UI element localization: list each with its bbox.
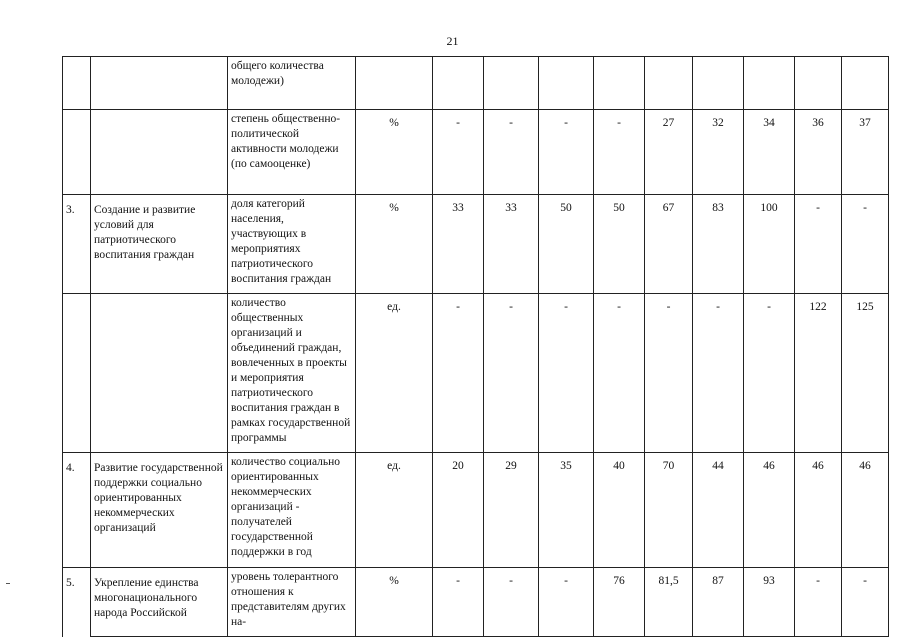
- table-body: [63, 57, 889, 637]
- value-cell: [594, 57, 645, 110]
- task-cell: Создание и развитие условий для патриотического воспитания граждан: [91, 195, 228, 294]
- value-cell: 36: [795, 110, 842, 195]
- indicator-cell: доля категорий населения, участвующих в мероприятиях патриотического воспитания граждан: [228, 195, 356, 294]
- value-cell: -: [693, 294, 744, 453]
- unit-cell: ед.: [356, 453, 433, 568]
- value-cell: -: [539, 110, 594, 195]
- margin-mark: [6, 583, 10, 584]
- value-cell: -: [539, 294, 594, 453]
- unit-cell: ед.: [356, 294, 433, 453]
- value-cell: 44: [693, 453, 744, 568]
- unit-cell: %: [356, 110, 433, 195]
- value-cell: -: [594, 110, 645, 195]
- task-cell: Укрепление единства многонационального народа Российской: [91, 568, 228, 637]
- value-cell: -: [433, 294, 484, 453]
- unit-cell: %: [356, 568, 433, 637]
- value-cell: 32: [693, 110, 744, 195]
- indicator-cell: общего количества молодежи): [228, 57, 356, 110]
- value-cell: 81,5: [645, 568, 693, 637]
- value-cell: 33: [433, 195, 484, 294]
- value-cell: 50: [594, 195, 645, 294]
- value-cell: 87: [693, 568, 744, 637]
- value-cell: -: [484, 294, 539, 453]
- value-cell: 83: [693, 195, 744, 294]
- value-cell: [842, 57, 889, 110]
- value-cell: 67: [645, 195, 693, 294]
- value-cell: -: [744, 294, 795, 453]
- indicators-table: [62, 56, 889, 637]
- value-cell: 76: [594, 568, 645, 637]
- table-row: [63, 110, 889, 195]
- value-cell: 93: [744, 568, 795, 637]
- value-cell: 29: [484, 453, 539, 568]
- page-number: 21: [446, 34, 459, 48]
- task-cell: [91, 110, 228, 195]
- value-cell: 35: [539, 453, 594, 568]
- value-cell: 33: [484, 195, 539, 294]
- row-number-cell: 3.: [63, 195, 91, 294]
- value-cell: 37: [842, 110, 889, 195]
- value-cell: 100: [744, 195, 795, 294]
- value-cell: -: [433, 110, 484, 195]
- unit-cell: [356, 57, 433, 110]
- value-cell: -: [645, 294, 693, 453]
- value-cell: [744, 57, 795, 110]
- row-number-cell: [63, 57, 91, 110]
- value-cell: 46: [842, 453, 889, 568]
- task-cell: Развитие государственной поддержки социально ориентированных некоммерческих организаций: [91, 453, 228, 568]
- value-cell: 125: [842, 294, 889, 453]
- value-cell: -: [795, 568, 842, 637]
- value-cell: -: [484, 568, 539, 637]
- value-cell: 20: [433, 453, 484, 568]
- row-number-cell: [63, 110, 91, 195]
- indicator-cell: количество социально ориентированных некоммерческих организаций - получателей государственной поддержки в год: [228, 453, 356, 568]
- table-row: [63, 453, 889, 568]
- value-cell: -: [842, 568, 889, 637]
- value-cell: -: [594, 294, 645, 453]
- row-number-cell: 4.: [63, 453, 91, 568]
- value-cell: -: [539, 568, 594, 637]
- value-cell: -: [433, 568, 484, 637]
- task-cell: [91, 57, 228, 110]
- unit-cell: %: [356, 195, 433, 294]
- value-cell: [539, 57, 594, 110]
- value-cell: [484, 57, 539, 110]
- table-row: [63, 568, 889, 637]
- row-number-cell: 5.: [63, 568, 91, 637]
- indicator-cell: степень общественно-политической активности молодежи (по самооценке): [228, 110, 356, 195]
- row-number-cell: [63, 294, 91, 453]
- value-cell: 122: [795, 294, 842, 453]
- table-row: [63, 57, 889, 110]
- table-row: [63, 195, 889, 294]
- value-cell: [645, 57, 693, 110]
- value-cell: 50: [539, 195, 594, 294]
- value-cell: -: [484, 110, 539, 195]
- value-cell: -: [842, 195, 889, 294]
- value-cell: 46: [795, 453, 842, 568]
- indicator-cell: уровень толерантного отношения к представителям других на-: [228, 568, 356, 637]
- value-cell: 27: [645, 110, 693, 195]
- value-cell: [795, 57, 842, 110]
- value-cell: 70: [645, 453, 693, 568]
- value-cell: 34: [744, 110, 795, 195]
- indicator-cell: количество общественных организаций и объединений граждан, вовлеченных в проекты и мероприятия патриотического воспитания граждан в рамках государственной программы: [228, 294, 356, 453]
- value-cell: 40: [594, 453, 645, 568]
- value-cell: 46: [744, 453, 795, 568]
- value-cell: [693, 57, 744, 110]
- table-row: [63, 294, 889, 453]
- task-cell: [91, 294, 228, 453]
- value-cell: [433, 57, 484, 110]
- value-cell: -: [795, 195, 842, 294]
